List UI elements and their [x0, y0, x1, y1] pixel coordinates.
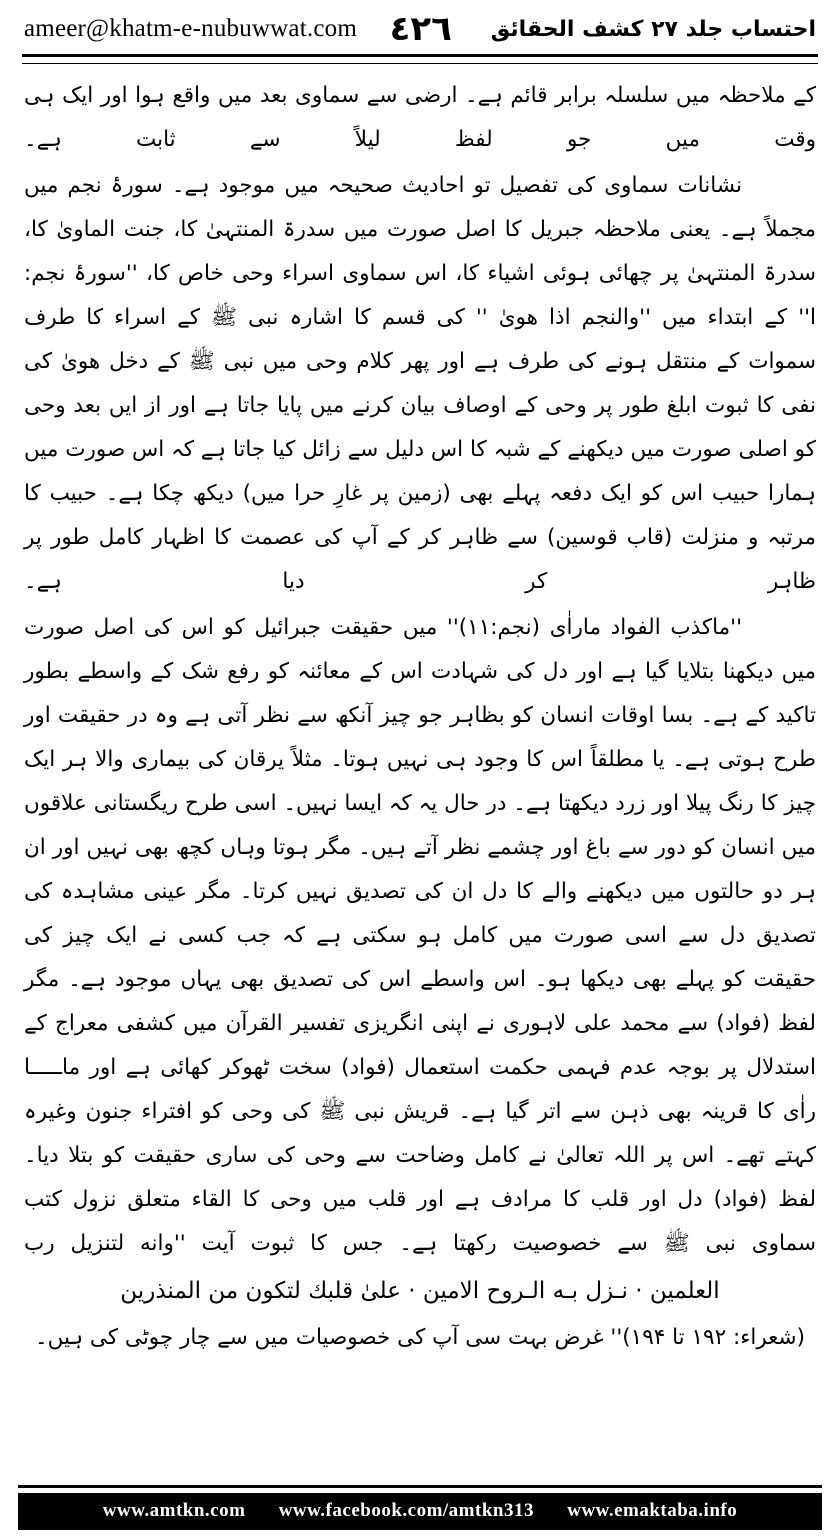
footer-link-facebook[interactable]: www.facebook.com/amtkn313 — [278, 1500, 534, 1521]
page-number: ٤٢٦ — [389, 9, 452, 49]
header-divider-thick — [22, 54, 818, 57]
footer-links-bar — [18, 1493, 822, 1530]
footer-divider — [18, 1485, 822, 1488]
body-text — [18, 74, 822, 1360]
page-footer — [18, 1485, 822, 1530]
paragraph-2: نشانات سماوی کی تفصیل تو احادیث صحیحہ میں موجود ہے۔ سورۂ نجم میں مجملاً ہے۔ یعنی ملاحظہ جبریل کا اصل صورت میں سدرۃ المنتہیٰ کا، جنت الماویٰ کا، سدرۃ المنتہیٰ پر چھائی ہوئی اشیاء کا، اس سماوی اسراء وحی خاص کا، ''سورۂ نجم: ا'' کے ابتداء میں ''والنجم اذا ھویٰ '' کی قسم کا اشارہ نبی ﷺ کے اسراء کا طرف سموات کے منتقل ہونے کی طرف ہے اور پھر کلام وحی میں نبی ﷺ کے دخل ھویٰ کی نفی کا ثبوت ابلغ طور پر وحی کے اوصاف بیان کرنے میں پایا جاتا ہے اور از ایں بعد وحی کو اصلی صورت میں دیکھنے کے شبہ کا اس دلیل سے زائل کیا جاتا ہے کہ اس صورت میں ہمارا حبیب اس کو ایک دفعہ پہلے بھی (زمین پر غارِ حرا میں) دیکھ چکا ہے۔ حبیب کا مرتبہ و منزلت (قاب قوسین) سے ظاہر کر کے آپ کی عصمت کا اظہار کامل طور پر ظاہر کر دیا ہے۔ — [24, 173, 816, 594]
footer-link-emaktaba[interactable]: www.emaktaba.info — [567, 1500, 738, 1521]
paragraph-4-quran-verse: العلمین · نـزل بـه الـروح الامین · علیٰ قلبك لتكون من المنذرین — [120, 1278, 720, 1304]
footer-link-website[interactable]: www.amtkn.com — [102, 1500, 246, 1521]
book-title: احتساب جلد ۲۷ کشف الحقائق — [490, 16, 816, 42]
page-header — [18, 0, 822, 52]
header-divider-thin — [22, 63, 818, 64]
paragraph-5-reference: (شعراء: ۱۹۲ تا ۱۹۴)'' غرض بہت سی آپ کی خصوصیات میں سے چار چوٹی کی ہیں۔ — [35, 1325, 805, 1350]
paragraph-3: ''ماکذب الفواد ماراٰی (نجم:۱۱)'' میں حقیقت جبرائیل کو اس کی اصل صورت میں دیکھنا بتلایا گیا ہے اور دل کی شہادت اس کے معائنہ کو رفع شک کے واسطے بطور تاکید کے ہے۔ بسا اوقات انسان کو بظاہر جو چیز آنکھ سے نظر آتی ہے وہ در حقیقت اور طرح ہوتی ہے۔ یا مطلقاً اس کا وجود ہی نہیں ہوتا۔ مثلاً یرقان کی بیماری والا ہر ایک چیز کا رنگ پیلا اور زرد دیکھتا ہے۔ در حال یہ کہ ایسا نہیں۔ اسی طرح ریگستانی علاقوں میں انسان کو دور سے باغ اور چشمے نظر آتے ہیں۔ مگر ہوتا وہاں کچھ بھی نہیں اور ان ہر دو حالتوں میں دیکھنے والے کا دل ان کی تصدیق نہیں کرتا۔ مگر عینی مشاہدہ کی تصدیق دل سے اسی صورت میں کامل ہو سکتی ہے کہ جب کسی نے ایک چیز کی حقیقت کو پہلے بھی دیکھا ہو۔ اس واسطے اس کی تصدیق بھی یہاں موجود ہے۔ مگر لفظ (فواد) سے محمد علی لاہوری نے اپنی انگریزی تفسیر القرآن میں کشفی معراج کے استدلال پر بوجہ عدم فہمی حکمت استعمال (فواد) سخت ٹھوکر کھائی ہے اور ماـــــا راٰی کا قرینہ بھی ذہن سے اتر گیا ہے۔ قریش نبی ﷺ کی وحی کو افتراء جنون وغیرہ کہتے تھے۔ اس پر اللہ تعالیٰ نے کامل وضاحت سے وحی کی ساری حقیقت کو بتلا دیا۔ لفظ (فواد) دل اور قلب کا مرادف ہے اور قلب میں وحی کا القاء متعلق نزول کتب سماوی نبی ﷺ سے خصوصیت رکھتا ہے۔ جس کا ثبوت آیت ''وانه لتنزیل رب — [24, 615, 816, 1256]
paragraph-1: کے ملاحظہ میں سلسلہ برابر قائم ہے۔ ارضی سے سماوی بعد میں واقع ہوا اور ایک ہی وقت میں جو لفظ لیلاً سے ثابت ہے۔ — [24, 83, 816, 152]
header-email: ameer@khatm-e-nubuwwat.com — [24, 15, 357, 42]
